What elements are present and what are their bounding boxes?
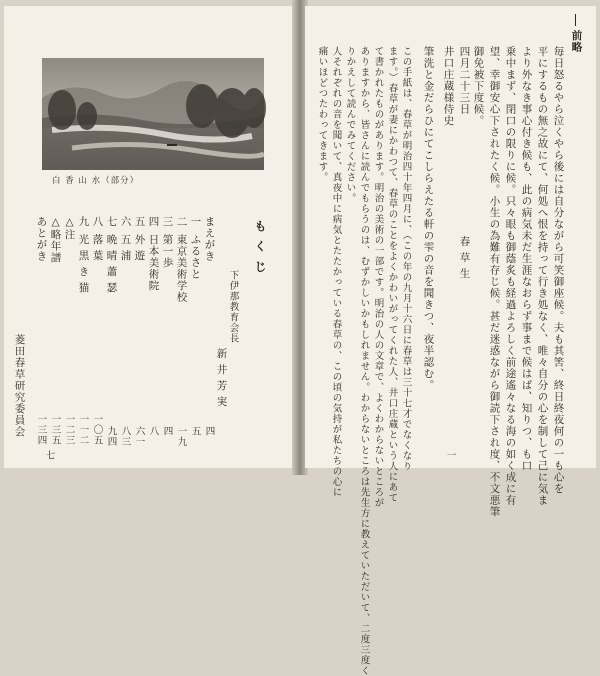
signature: 春 草 生 — [458, 236, 471, 280]
letter-line: 毎日怒るやら泣くやら後には自分ながら可笑御座候。夫も其筈、終日終夜何の一も心を — [552, 46, 565, 495]
letter-line: 御免被下度候。 — [472, 46, 485, 127]
author-title: 下伊那教育会長 — [227, 270, 239, 344]
date-line: 四月二十三日 — [458, 46, 471, 115]
landscape-painting — [42, 58, 264, 170]
author-name: 新 井 芳 実 — [215, 348, 228, 408]
commentary-line: 人それぞれの音を聞いて、真夜中に病気とたたかっている春草の、この頃の気持が私たちの心に — [330, 46, 342, 498]
page-number-left: 七 — [43, 450, 55, 461]
heading-dash — [575, 14, 576, 26]
letter-line: より外なき事心付き候も、此の病気未だ生涯なおらず事まで候はば、知りつ、も口 — [520, 46, 533, 472]
commentary-line: 痛いほどつたわってきます。 — [316, 46, 328, 183]
right-page — [305, 6, 596, 676]
letter-heading: 前略 — [570, 30, 583, 53]
page-number-right: 一 — [444, 450, 456, 461]
painting-caption: 白 香 山 水（部分） — [52, 176, 140, 186]
publisher: 菱田春草研究委員会 — [13, 334, 26, 438]
commentary-line: この手紙は、春草が明治四十年四月に、（この年の九月十六日に春草は三十七才でなくなり — [400, 46, 412, 472]
toc-title: も く じ — [253, 220, 267, 275]
letter-line: 望、幸御安心下されたく候。小生の為難有存じ候。甚だ迷惑ながら御読下され度、不文悪筆 — [488, 46, 501, 518]
commentary-line: りかえして読んでみてください。 — [344, 46, 356, 204]
left-page: 白 香 山 水（部分） も く じ 下伊那教育会長 新 井 芳 実 まえがき 四 一 ふるさと 五 二 東京美術学校 一九 三 第一歩 四 四 日本美術院 八 五 外 遊 六一 六 五 浦 八三 七 晩 晴 蕭 瑟 九四 八 落 葉 一〇五 九 光 黒 き 猫 一一二 △注 一二三 △略年譜 一三五 あとがき 一三四 菱田春草研究委員会 七 — [4, 6, 295, 468]
letter-line: 乗中まず、閉口の限りに候。只々眼も御蔭炙も経過よろしく前途遙々なる海の如く成に有 — [504, 46, 517, 506]
commentary-line: ありますから、皆さんに読んでもらうのは、むずかしいかもしれません。わからないところは先生方に教えていただいて、二度三度く — [358, 46, 370, 676]
addressee: 井口庄蔵様侍史 — [442, 46, 455, 127]
poem: 筆洗と金だらひにてこしらえたる軒の雫の音を聞きつ、夜半認む。 — [422, 46, 435, 391]
commentary-line: ます。）春草が妻にかわつて、春草のことをよくかわいがってくれた人、井口庄蔵という人にあて — [386, 46, 398, 504]
letter-line: 平にするもの無之故にて、何処へ恨を持って行き処なく、唯々自分の心を制して己に気ま — [536, 46, 549, 506]
commentary-line: て書かれたものがあります。明治の美術の一部です。明治の人の文章で、よくわからないところが — [372, 46, 384, 508]
